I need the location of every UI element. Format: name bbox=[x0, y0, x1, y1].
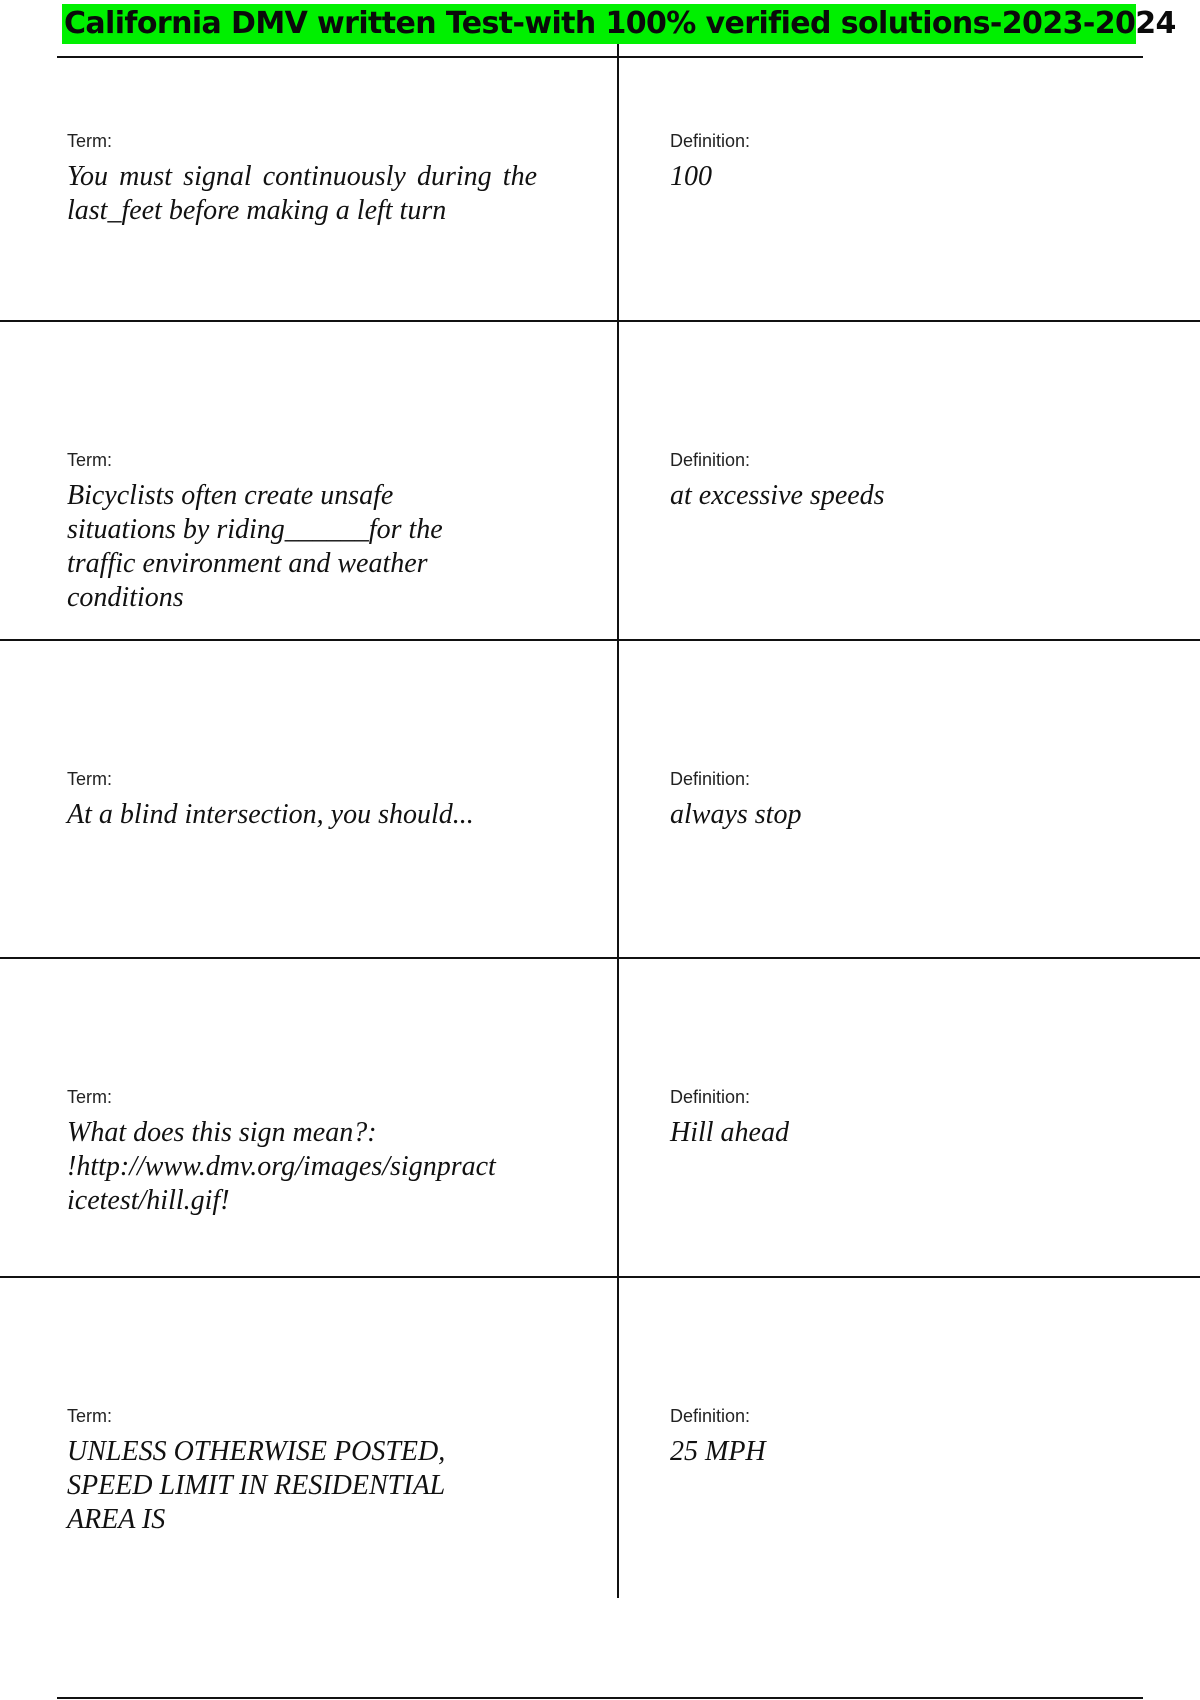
definition-text: at excessive speeds bbox=[670, 480, 885, 511]
term-text: What does this sign mean?: !http://www.dmv.org/images/signpract icetest/hill.gif! bbox=[67, 1117, 496, 1216]
definition-label: Definition: bbox=[670, 131, 751, 151]
definition-text: always stop bbox=[670, 799, 802, 830]
table-row-definition bbox=[670, 768, 801, 832]
definition-label: Definition: bbox=[670, 1087, 751, 1107]
term-label: Term: bbox=[67, 450, 112, 470]
definition-text: 100 bbox=[670, 161, 712, 192]
table-row-term bbox=[67, 768, 537, 832]
document-title: California DMV written Test-with 100% verified solutions-2023-2024 bbox=[64, 6, 1176, 41]
table-row-term bbox=[67, 1086, 587, 1218]
table-row-definition bbox=[670, 1086, 789, 1150]
term-text: You must signal continuously during the last_feet before making a left turn bbox=[67, 161, 537, 226]
table-row-definition bbox=[670, 130, 750, 194]
table-column-divider bbox=[617, 44, 619, 1598]
row-divider bbox=[0, 639, 1200, 641]
table-bottom-rule bbox=[57, 1697, 1143, 1699]
term-label: Term: bbox=[67, 1406, 112, 1426]
definition-label: Definition: bbox=[670, 1406, 751, 1426]
table-top-rule bbox=[57, 56, 1143, 58]
term-label: Term: bbox=[67, 1087, 112, 1107]
row-divider bbox=[0, 320, 1200, 322]
definition-text: Hill ahead bbox=[670, 1117, 789, 1148]
table-row-term bbox=[67, 130, 537, 228]
term-text: At a blind intersection, you should... bbox=[67, 799, 474, 830]
table-row-definition bbox=[670, 449, 885, 513]
definition-label: Definition: bbox=[670, 769, 751, 789]
definition-text: 25 MPH bbox=[670, 1436, 766, 1467]
term-label: Term: bbox=[67, 131, 112, 151]
term-label: Term: bbox=[67, 769, 112, 789]
row-divider bbox=[0, 957, 1200, 959]
term-text: Bicyclists often create unsafe situations by riding______for the traffic environment and weather conditions bbox=[67, 480, 443, 613]
definition-label: Definition: bbox=[670, 450, 751, 470]
term-text: UNLESS OTHERWISE POSTED, SPEED LIMIT IN RESIDENTIAL AREA IS bbox=[67, 1436, 446, 1535]
table-row-term bbox=[67, 449, 537, 615]
table-row-term bbox=[67, 1405, 537, 1537]
table-row-definition bbox=[670, 1405, 766, 1469]
row-divider bbox=[0, 1276, 1200, 1278]
